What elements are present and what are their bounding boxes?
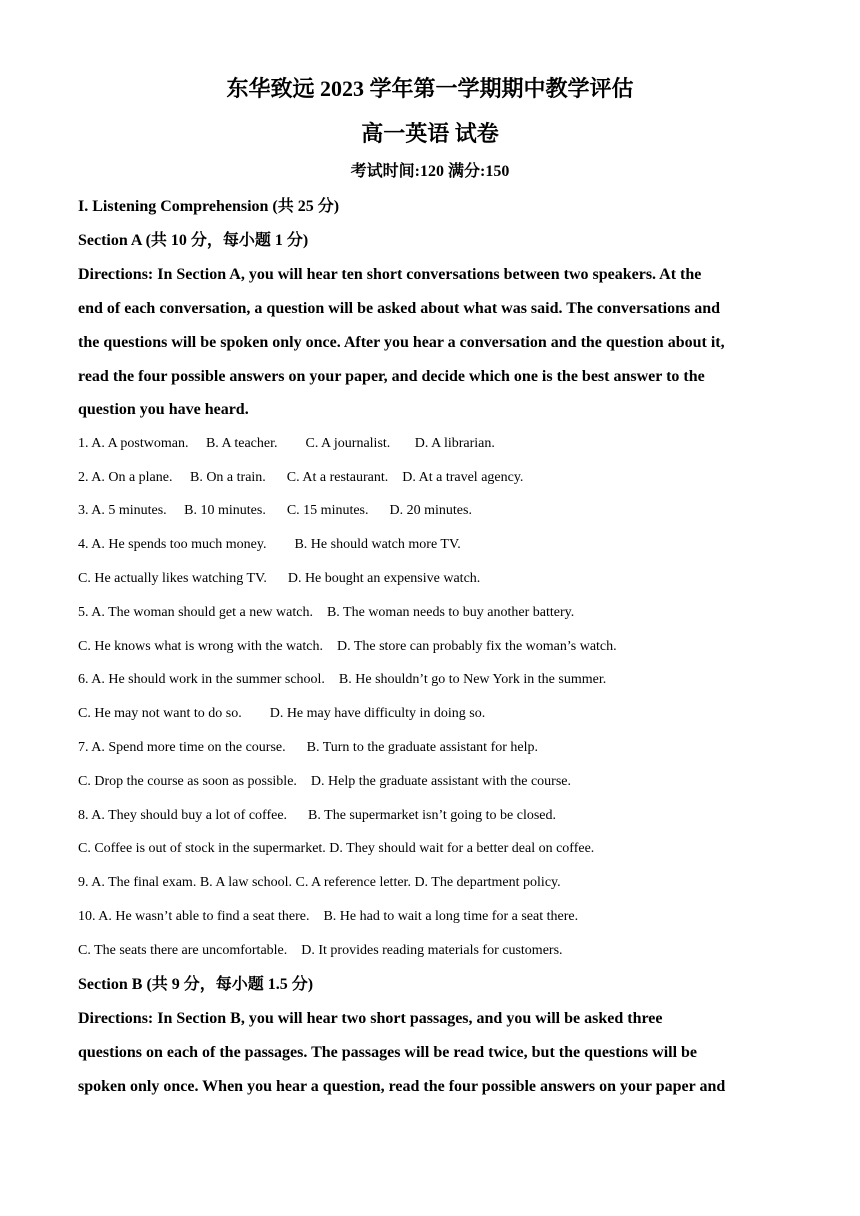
- question-line: C. Drop the course as soon as possible. D. Help the graduate assistant with the course.: [78, 774, 572, 789]
- directions-line: read the four possible answers on your paper, and decide which one is the best answer to the: [78, 368, 705, 385]
- directions-line: end of each conversation, a question will be asked about what was said. The conversations and: [78, 300, 721, 317]
- directions-line: Directions: In Section A, you will hear ten short conversations between two speakers. At the: [78, 266, 702, 283]
- question-line: 1. A. A postwoman. B. A teacher. C. A journalist. D. A librarian.: [78, 436, 495, 451]
- section-b-heading: Section B (共 9 分，每小题 1.5 分): [78, 976, 314, 993]
- question-line: 10. A. He wasn’t able to find a seat there. B. He had to wait a long time for a seat there.: [78, 909, 579, 924]
- question-line: C. The seats there are uncomfortable. D. It provides reading materials for customers.: [78, 943, 563, 958]
- question-line: 8. A. They should buy a lot of coffee. B. The supermarket isn’t going to be closed.: [78, 808, 556, 823]
- question-line: 3. A. 5 minutes. B. 10 minutes. C. 15 minutes. D. 20 minutes.: [78, 503, 472, 518]
- question-line: C. He knows what is wrong with the watch. D. The store can probably fix the woman’s watch.: [78, 639, 617, 654]
- question-line: 9. A. The final exam. B. A law school. C. A reference letter. D. The department policy.: [78, 875, 561, 890]
- section-a-heading: Section A (共 10 分，每小题 1 分): [78, 232, 309, 249]
- question-line: 4. A. He spends too much money. B. He should watch more TV.: [78, 537, 461, 552]
- question-line: C. He actually likes watching TV. D. He bought an expensive watch.: [78, 571, 481, 586]
- question-line: 2. A. On a plane. B. On a train. C. At a restaurant. D. At a travel agency.: [78, 470, 524, 485]
- question-line: 7. A. Spend more time on the course. B. Turn to the graduate assistant for help.: [78, 740, 538, 755]
- directions-line: Directions: In Section B, you will hear two short passages, and you will be asked three: [78, 1010, 663, 1027]
- exam-title: 东华致远 2023 学年第一学期期中教学评估: [226, 76, 634, 101]
- directions-line: question you have heard.: [78, 401, 249, 418]
- question-line: C. He may not want to do so. D. He may have difficulty in doing so.: [78, 706, 486, 721]
- question-line: 6. A. He should work in the summer school. B. He shouldn’t go to New York in the summer.: [78, 672, 607, 687]
- directions-line: the questions will be spoken only once. After you hear a conversation and the question about it,: [78, 334, 725, 351]
- part-heading: I. Listening Comprehension (共 25 分): [78, 198, 340, 215]
- question-line: 5. A. The woman should get a new watch. B. The woman needs to buy another battery.: [78, 605, 575, 620]
- exam-subtitle: 高一英语 试卷: [361, 121, 499, 146]
- exam-info: 考试时间:120 满分:150: [350, 163, 510, 180]
- directions-line: questions on each of the passages. The passages will be read twice, but the questions will be: [78, 1044, 698, 1061]
- question-line: C. Coffee is out of stock in the supermarket. D. They should wait for a better deal on coffee.: [78, 841, 595, 856]
- directions-line: spoken only once. When you hear a question, read the four possible answers on your paper and: [78, 1078, 726, 1095]
